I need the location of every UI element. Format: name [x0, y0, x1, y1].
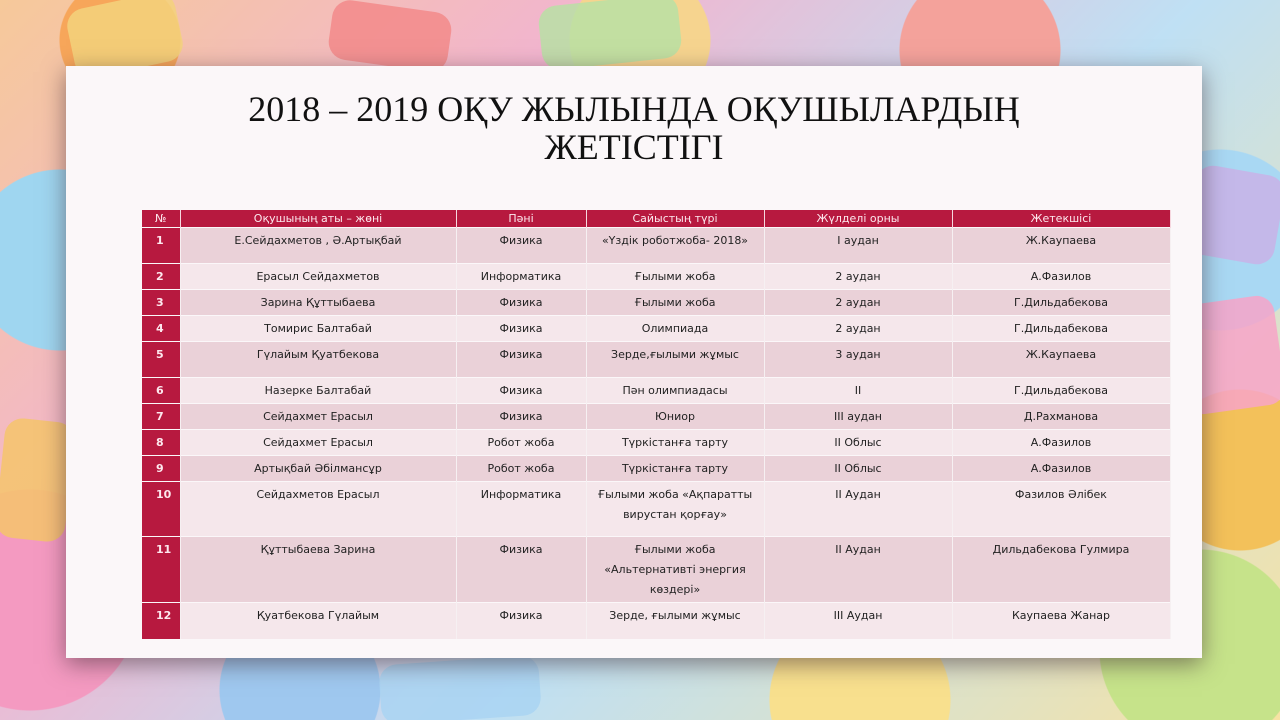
- table-row: [142, 228, 1170, 264]
- cell-place: ІІ Облыс: [764, 456, 952, 482]
- cell-place: ІІ Облыс: [764, 430, 952, 456]
- cell-place: ІІ Аудан: [764, 537, 952, 603]
- column-header-number: №: [142, 210, 180, 228]
- cell-supervisor: Фазилов Әлібек: [952, 482, 1170, 537]
- cell-place: 2 аудан: [764, 316, 952, 342]
- cell-competition: Олимпиада: [586, 316, 764, 342]
- cell-place: 2 аудан: [764, 264, 952, 290]
- achievements-table: [142, 210, 1171, 639]
- cell-student: Құттыбаева Зарина: [180, 537, 456, 603]
- table-header-row: [142, 210, 1170, 228]
- cell-number: 6: [142, 378, 180, 404]
- cell-number: 4: [142, 316, 180, 342]
- page-title-text: 2018 – 2019 ОҚУ ЖЫЛЫНДА ОҚУШЫЛАРДЫҢ ЖЕТІСТІГІ: [248, 89, 1020, 167]
- cell-place: І аудан: [764, 228, 952, 264]
- cell-competition: Зерде, ғылыми жұмыс: [586, 603, 764, 639]
- cell-competition: Ғылыми жоба: [586, 290, 764, 316]
- cell-subject: Информатика: [456, 264, 586, 290]
- cell-competition: Пән олимпиадасы: [586, 378, 764, 404]
- cell-subject: Физика: [456, 316, 586, 342]
- cell-place: ІІ Аудан: [764, 482, 952, 537]
- cell-competition: Ғылыми жоба «Ақпаратты вирустан қорғау»: [586, 482, 764, 537]
- cell-competition: Юниор: [586, 404, 764, 430]
- decor-block: [378, 654, 542, 720]
- cell-student: Сейдахмет Ерасыл: [180, 404, 456, 430]
- cell-subject: Физика: [456, 537, 586, 603]
- cell-number: 7: [142, 404, 180, 430]
- cell-student: Сейдахмет Ерасыл: [180, 430, 456, 456]
- cell-supervisor: Г.Дильдабекова: [952, 290, 1170, 316]
- cell-place: ІІ: [764, 378, 952, 404]
- cell-number: 10: [142, 482, 180, 537]
- cell-place: ІІІ аудан: [764, 404, 952, 430]
- cell-student: Ерасыл Сейдахметов: [180, 264, 456, 290]
- table-row: [142, 482, 1170, 537]
- table-row: [142, 603, 1170, 639]
- cell-subject: Физика: [456, 378, 586, 404]
- cell-number: 12: [142, 603, 180, 639]
- cell-number: 1: [142, 228, 180, 264]
- decor-block: [537, 0, 683, 71]
- cell-number: 11: [142, 537, 180, 603]
- table-row: [142, 456, 1170, 482]
- cell-student: Гүлайым Қуатбекова: [180, 342, 456, 378]
- cell-place: ІІІ Аудан: [764, 603, 952, 639]
- cell-supervisor: Дильдабекова Гулмира: [952, 537, 1170, 603]
- table-row: [142, 316, 1170, 342]
- column-header-place: Жүлделі орны: [764, 210, 952, 228]
- decor-block: [326, 0, 453, 74]
- cell-supervisor: Ж.Каупаева: [952, 342, 1170, 378]
- cell-number: 5: [142, 342, 180, 378]
- cell-supervisor: Г.Дильдабекова: [952, 316, 1170, 342]
- achievements-table-wrap: [142, 210, 1170, 639]
- cell-subject: Физика: [456, 603, 586, 639]
- table-row: [142, 264, 1170, 290]
- cell-student: Артықбай Әбілмансұр: [180, 456, 456, 482]
- cell-competition: Ғылыми жоба: [586, 264, 764, 290]
- cell-number: 9: [142, 456, 180, 482]
- cell-number: 8: [142, 430, 180, 456]
- cell-number: 3: [142, 290, 180, 316]
- cell-student: Сейдахметов Ерасыл: [180, 482, 456, 537]
- cell-number: 2: [142, 264, 180, 290]
- cell-competition: «Үздік роботжоба- 2018»: [586, 228, 764, 264]
- cell-supervisor: Г.Дильдабекова: [952, 378, 1170, 404]
- cell-subject: Информатика: [456, 482, 586, 537]
- table-row: [142, 342, 1170, 378]
- cell-student: Зарина Құттыбаева: [180, 290, 456, 316]
- cell-student: Назерке Балтабай: [180, 378, 456, 404]
- table-row: [142, 404, 1170, 430]
- cell-supervisor: А.Фазилов: [952, 264, 1170, 290]
- cell-student: Е.Сейдахметов , Ә.Артықбай: [180, 228, 456, 264]
- cell-supervisor: А.Фазилов: [952, 456, 1170, 482]
- table-row: [142, 378, 1170, 404]
- page-title: [66, 90, 1202, 166]
- cell-subject: Физика: [456, 404, 586, 430]
- cell-supervisor: Ж.Каупаева: [952, 228, 1170, 264]
- cell-place: 3 аудан: [764, 342, 952, 378]
- cell-competition: Ғылыми жоба «Альтернативті энергия көздері»: [586, 537, 764, 603]
- cell-place: 2 аудан: [764, 290, 952, 316]
- table-row: [142, 430, 1170, 456]
- column-header-student: Оқушының аты – жөні: [180, 210, 456, 228]
- cell-competition: Түркістанға тарту: [586, 456, 764, 482]
- table-row: [142, 290, 1170, 316]
- cell-subject: Физика: [456, 228, 586, 264]
- column-header-supervisor: Жетекшісі: [952, 210, 1170, 228]
- cell-competition: Зерде,ғылыми жұмыс: [586, 342, 764, 378]
- cell-supervisor: Д.Рахманова: [952, 404, 1170, 430]
- cell-subject: Физика: [456, 290, 586, 316]
- cell-supervisor: Каупаева Жанар: [952, 603, 1170, 639]
- cell-subject: Робот жоба: [456, 430, 586, 456]
- column-header-subject: Пәні: [456, 210, 586, 228]
- table-row: [142, 537, 1170, 603]
- content-card: [66, 66, 1202, 658]
- cell-student: Томирис Балтабай: [180, 316, 456, 342]
- cell-student: Қуатбекова Гүлайым: [180, 603, 456, 639]
- cell-subject: Робот жоба: [456, 456, 586, 482]
- decor-block: [0, 417, 76, 544]
- cell-supervisor: А.Фазилов: [952, 430, 1170, 456]
- cell-competition: Түркістанға тарту: [586, 430, 764, 456]
- column-header-competition: Сайыстың түрі: [586, 210, 764, 228]
- cell-subject: Физика: [456, 342, 586, 378]
